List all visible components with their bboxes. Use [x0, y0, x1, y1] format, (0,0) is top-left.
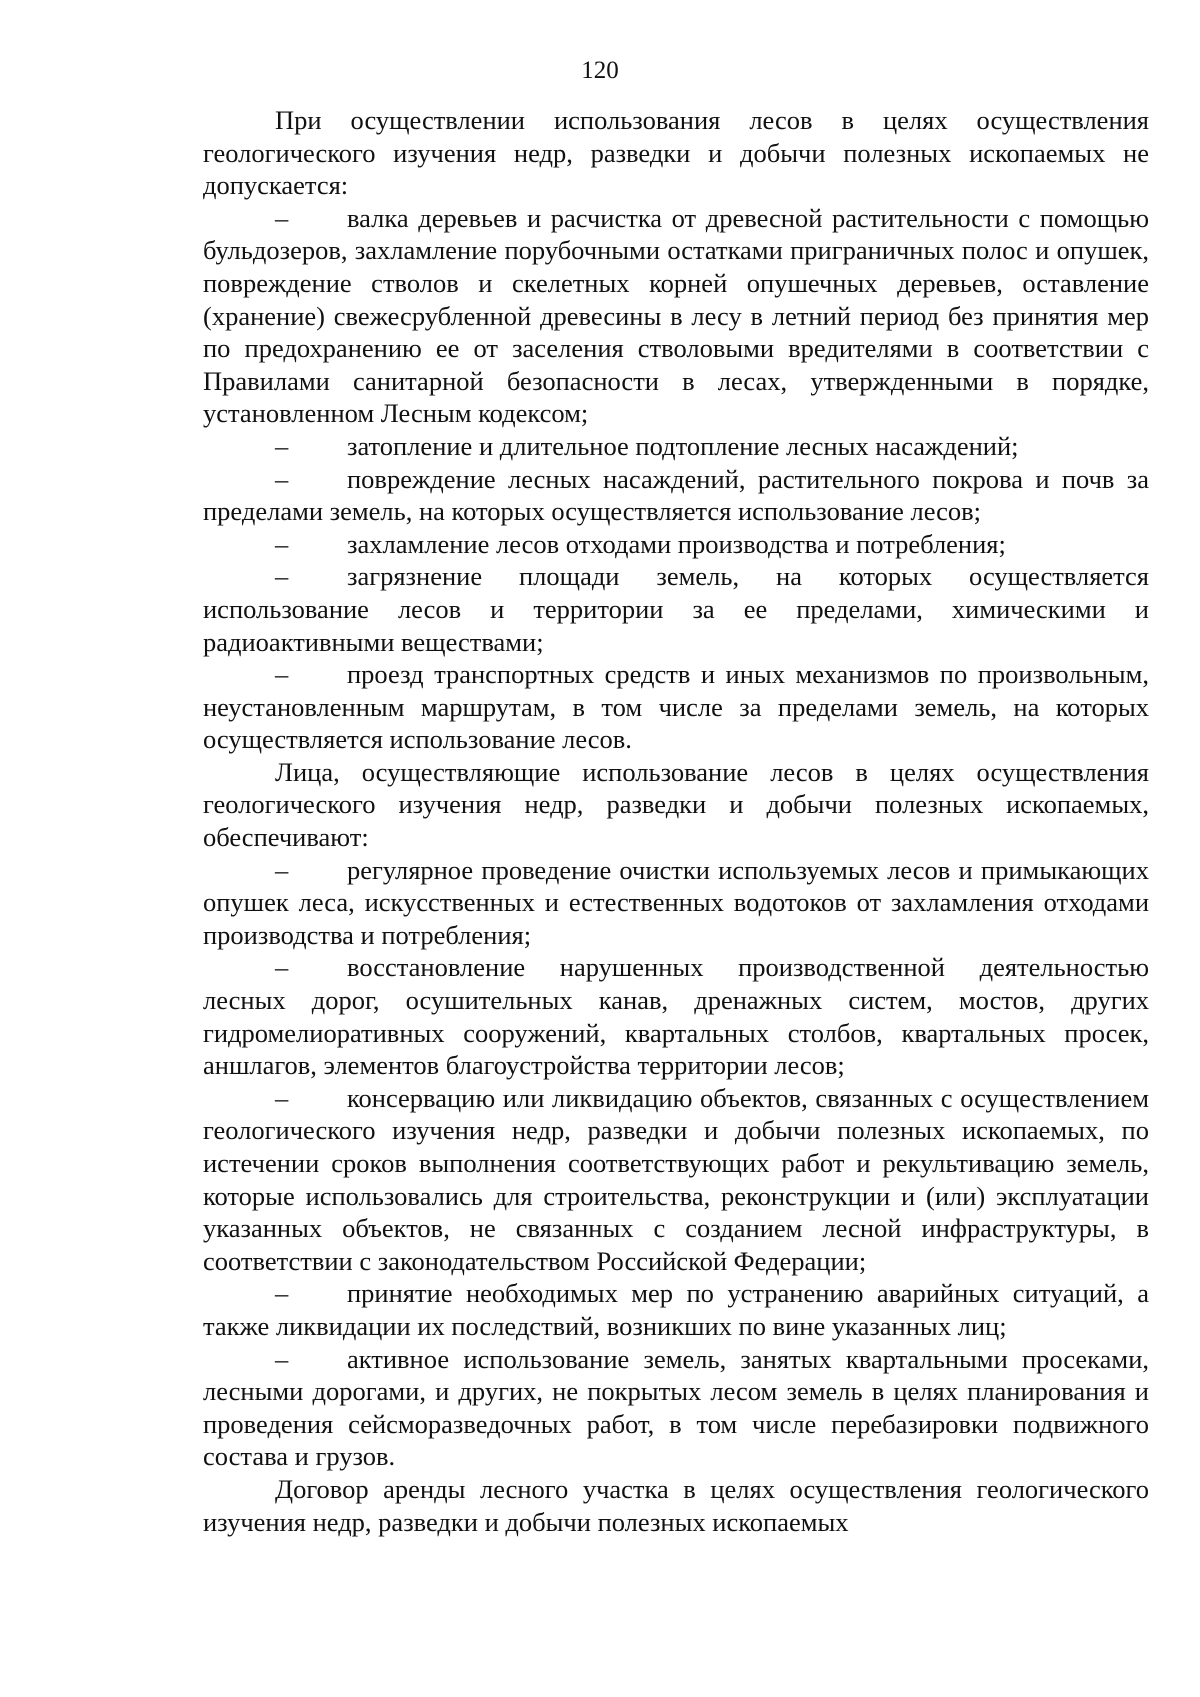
list-item [203, 951, 1149, 1081]
list-item-text: затопление и длительное подтопление лесных насаждений; [347, 430, 1019, 461]
dash-marker: – [275, 1343, 289, 1374]
list-item-text: регулярное проведение очистки используемых лесов и примыкающих опушек леса, искусственных и естественных водотоков от захламления отходами производства и потребления; [203, 854, 1149, 950]
list-item-text: принятие необходимых мер по устранению аварийных ситуаций, а также ликвидации их последствий, возникших по вине указанных лиц; [203, 1278, 1149, 1341]
list-item [203, 202, 1149, 430]
list-item [203, 463, 1149, 528]
dash-marker: – [275, 1082, 289, 1113]
list-item-text: проезд транспортных средств и иных механизмов по произвольным, неустановленным маршрутам, в том числе за пределами земель, на которых осуществляется использование лесов. [203, 659, 1149, 755]
paragraph: При осуществлении использования лесов в целях осуществления геологического изучения недр, разведки и добычи полезных ископаемых не допускается: [203, 105, 1149, 201]
list-item-text: консервацию или ликвидацию объектов, связанных с осуществлением геологического изучения недр, разведки и добычи полезных ископаемых, по истечении сроков выполнения соответствующих работ и рекультивацию земель, которые использовались для строительства, реконструкции и (или) эксплуатации указанных объектов, не связанных с созданием лесной инфраструктуры, в соответствии с законодательством Российской Федерации; [203, 1082, 1149, 1276]
dash-marker: – [275, 202, 289, 233]
list-item [203, 528, 1149, 561]
dash-marker: – [275, 463, 289, 494]
list-item-text: загрязнение площади земель, на которых осуществляется использование лесов и территории за ее пределами, химическими и радиоактивными веществами; [203, 561, 1149, 657]
dash-marker: – [275, 1278, 289, 1309]
document-body [203, 104, 1149, 1538]
list-item [203, 1343, 1149, 1473]
dash-marker: – [275, 659, 289, 690]
dash-marker: – [275, 561, 289, 592]
list-item [203, 1082, 1149, 1278]
dash-marker: – [275, 430, 289, 461]
list-item-text: активное использование земель, занятых квартальными просеками, лесными дорогами, и других, не покрытых лесом земель в целях планирования и проведения сейсморазведочных работ, в том числе перебазировки подвижного состава и грузов. [203, 1343, 1149, 1472]
list-item-text: восстановление нарушенных производственной деятельностью лесных дорог, осушительных канав, дренажных систем, мостов, других гидромелиоративных сооружений, квартальных столбов, квартальных просек, аншлагов, элементов благоустройства территории лесов; [203, 952, 1149, 1081]
page-number: 120 [581, 57, 619, 84]
list-item [203, 658, 1149, 756]
dash-marker: – [275, 952, 289, 983]
list-item-text: валка деревьев и расчистка от древесной растительности с помощью бульдозеров, захламление порубочными остатками приграничных полос и опушек, повреждение стволов и скелетных корней опушечных деревьев, оставление (хранение) свежесрубленной древесины в лесу в летний период без принятия мер по предохранению ее от заселения стволовыми вредителями в соответствии с Правилами санитарной безопасности в лесах, утвержденными в порядке, установленном Лесным кодексом; [203, 202, 1149, 429]
paragraph: Лица, осуществляющие использование лесов в целях осуществления геологического изучения недр, разведки и добычи полезных ископаемых, обеспечивают: [203, 756, 1149, 853]
list-item-text: захламление лесов отходами производства и потребления; [347, 528, 1006, 559]
list-item [203, 430, 1149, 463]
paragraph: Договор аренды лесного участка в целях осуществления геологического изучения недр, разведки и добычи полезных ископаемых [203, 1473, 1149, 1537]
dash-marker: – [275, 528, 289, 559]
dash-marker: – [275, 854, 289, 885]
list-item-text: повреждение лесных насаждений, растительного покрова и почв за пределами земель, на которых осуществляется использование лесов; [203, 463, 1149, 527]
list-item [203, 1277, 1149, 1342]
list-item [203, 560, 1149, 658]
list-item [203, 854, 1149, 952]
